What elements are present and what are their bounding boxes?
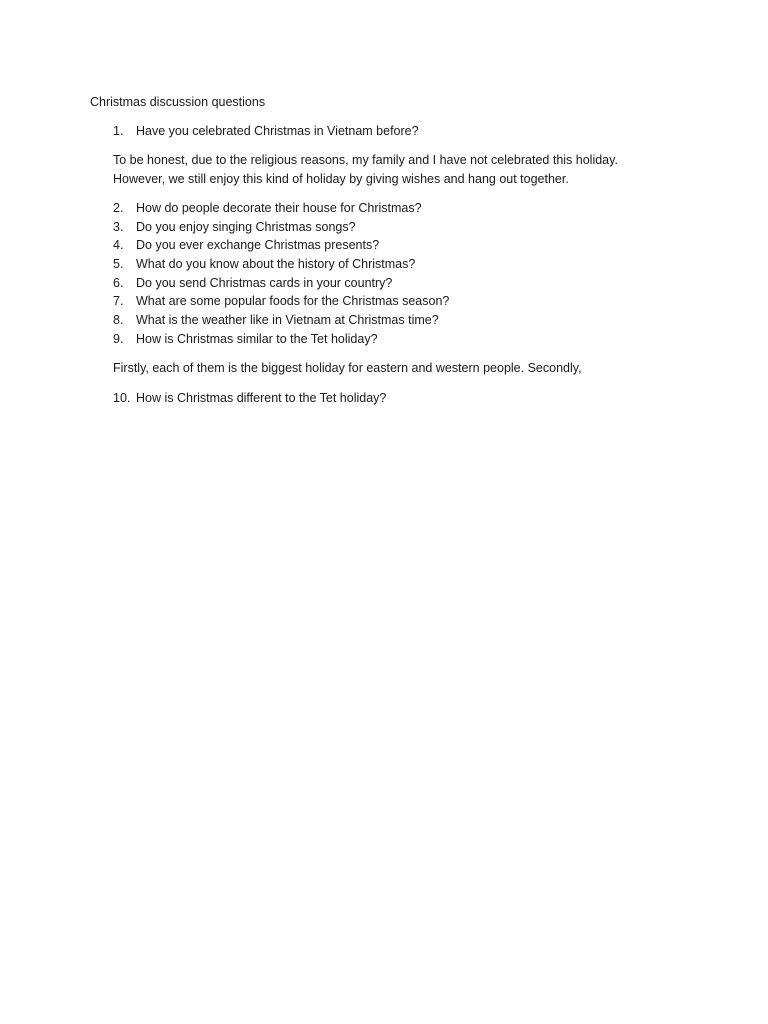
- list-number: 3.: [113, 219, 124, 234]
- list-number: 5.: [113, 257, 124, 272]
- list-item: [113, 311, 713, 330]
- document-title: Christmas discussion questions: [90, 95, 266, 109]
- list-number: 10.: [113, 391, 131, 405]
- answer-1: [113, 151, 713, 188]
- list-item: [113, 330, 713, 349]
- list-number: 8.: [113, 313, 124, 328]
- list-item: [113, 274, 713, 293]
- question-text: Do you ever exchange Christmas presents?: [136, 238, 380, 253]
- answer-9: [113, 359, 713, 378]
- question-text: How do people decorate their house for Christmas?: [136, 201, 422, 215]
- question-text: Do you send Christmas cards in your country?: [136, 275, 393, 290]
- list-item: [113, 389, 713, 408]
- answer-line: However, we still enjoy this kind of holiday by giving wishes and hang out together.: [113, 171, 569, 186]
- list-number: 4.: [113, 238, 124, 253]
- list-item: [113, 199, 713, 218]
- list-item: [113, 255, 713, 274]
- list-number: 9.: [113, 331, 124, 346]
- answer-line: Firstly, each of them is the biggest holiday for eastern and western people. Secondly,: [113, 361, 582, 375]
- question-text: What do you know about the history of Christmas?: [136, 257, 416, 272]
- question-text: Have you celebrated Christmas in Vietnam before?: [136, 124, 419, 138]
- question-1: [113, 122, 713, 141]
- list-item: [113, 292, 713, 311]
- list-number: 1.: [113, 124, 124, 138]
- list-number: 7.: [113, 294, 124, 309]
- answer-line: To be honest, due to the religious reasons, my family and I have not celebrated this holiday.: [113, 153, 618, 167]
- question-text: How is Christmas different to the Tet holiday?: [136, 391, 387, 405]
- list-number: 2.: [113, 201, 124, 215]
- list-item: [113, 218, 713, 237]
- question-text: What is the weather like in Vietnam at Christmas time?: [136, 313, 439, 328]
- question-text: What are some popular foods for the Christmas season?: [136, 294, 450, 309]
- list-item: [113, 236, 713, 255]
- question-10: [113, 389, 713, 408]
- question-text: Do you enjoy singing Christmas songs?: [136, 219, 356, 234]
- question-list: [113, 199, 713, 349]
- list-item: [113, 122, 713, 141]
- question-text: How is Christmas similar to the Tet holiday?: [136, 331, 378, 346]
- list-number: 6.: [113, 275, 124, 290]
